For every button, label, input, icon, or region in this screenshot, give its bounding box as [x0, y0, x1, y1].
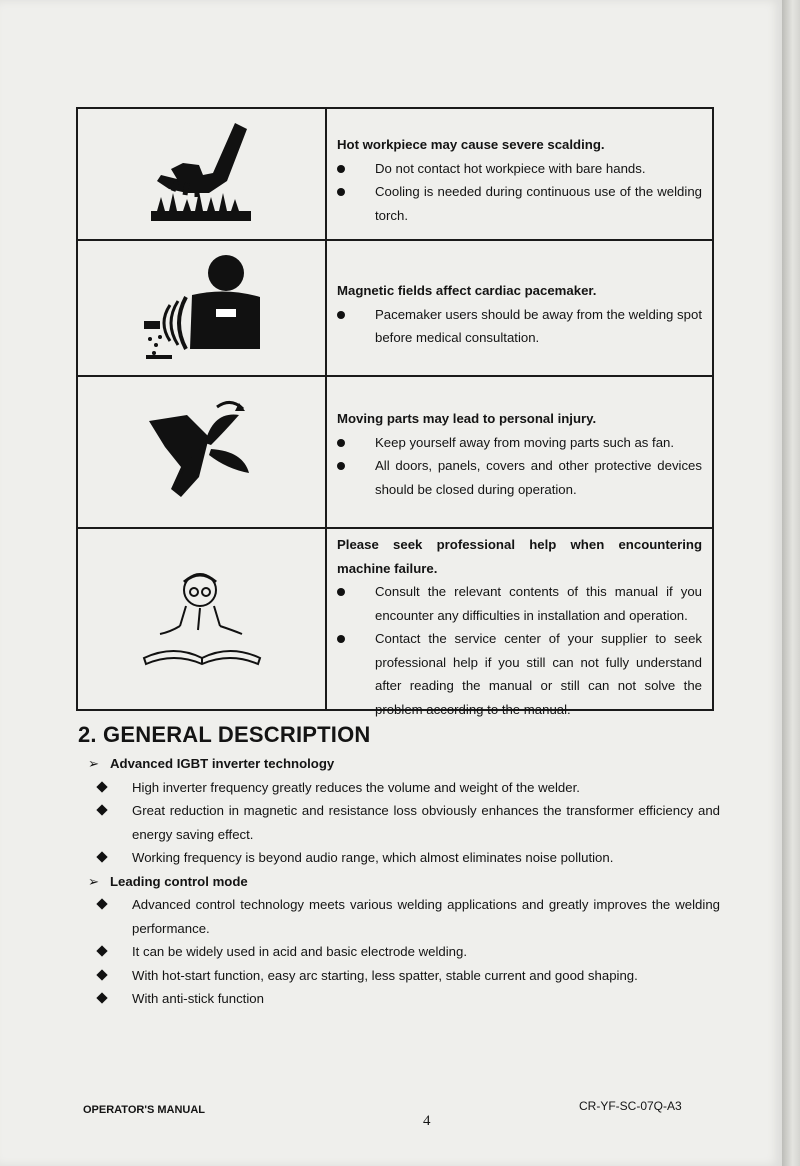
warning-row	[78, 241, 712, 377]
footer-doc-code: CR-YF-SC-07Q-A3	[579, 1099, 682, 1113]
diamond-bullet-icon	[96, 781, 107, 792]
description-group	[88, 752, 720, 1011]
warning-text-cell	[337, 529, 702, 717]
warning-title: Please seek professional help when encountering machine failure.	[337, 537, 702, 576]
diamond-bullet-icon	[96, 898, 107, 909]
arrow-bullet-icon: ➢	[88, 756, 100, 771]
diamond-bullet-icon	[96, 945, 107, 956]
description-item: With hot-start function, easy arc starting, less spatter, stable current and good shaping.	[88, 964, 720, 988]
moving-fan-hand-icon	[147, 397, 257, 507]
reading-manual-person-icon	[140, 564, 264, 674]
warning-bullet: Consult the relevant contents of this manual if you encounter any difficulties in installation and operation.	[337, 580, 702, 627]
warning-text-cell	[337, 241, 702, 375]
diamond-bullet-icon	[96, 804, 107, 815]
warning-icon-cell	[78, 377, 327, 527]
warning-bullet: All doors, panels, covers and other protective devices should be closed during operation.	[337, 454, 702, 501]
warning-title: Moving parts may lead to personal injury.	[337, 411, 597, 426]
page-edge	[782, 0, 800, 1166]
warning-row	[78, 109, 712, 241]
warning-bullet: Do not contact hot workpiece with bare hands.	[337, 157, 702, 181]
warning-row	[78, 529, 712, 717]
diamond-bullet-icon	[96, 969, 107, 980]
safety-warning-table	[76, 107, 714, 717]
footer-manual-label: OPERATOR'S MANUAL	[83, 1104, 205, 1116]
warning-bullet: Cooling is needed during continuous use of the welding torch.	[337, 180, 702, 227]
warning-text-cell	[337, 109, 702, 239]
warning-row	[78, 377, 712, 529]
description-item: It can be widely used in acid and basic electrode welding.	[88, 940, 720, 964]
warning-bullet: Keep yourself away from moving parts such as fan.	[337, 431, 702, 455]
description-item: Advanced control technology meets various welding applications and greatly improves the welding performance.	[88, 893, 720, 940]
description-item: With anti-stick function	[88, 987, 720, 1011]
warning-text-cell	[337, 377, 702, 527]
description-item: Great reduction in magnetic and resistance loss obviously enhances the transformer efficiency and energy saving effect.	[88, 799, 720, 846]
hot-workpiece-hand-icon	[147, 119, 257, 229]
warning-bullet: Contact the service center of your supplier to seek professional help if you still can not fully understand after reading the manual or still can not solve the problem according to the manual.	[337, 627, 702, 721]
diamond-bullet-icon	[96, 851, 107, 862]
description-item: High inverter frequency greatly reduces the volume and weight of the welder.	[88, 776, 720, 800]
warning-bullet: Pacemaker users should be away from the welding spot before medical consultation.	[337, 303, 702, 350]
page-number: 4	[423, 1113, 431, 1129]
section-heading: 2. GENERAL DESCRIPTION	[78, 722, 371, 747]
diamond-bullet-icon	[96, 992, 107, 1003]
warning-icon-cell	[78, 109, 327, 239]
description-item: Working frequency is beyond audio range, which almost eliminates noise pollution.	[88, 846, 720, 870]
warning-title: Hot workpiece may cause severe scalding.	[337, 137, 605, 152]
description-subheading: ➢ Advanced IGBT inverter technology	[88, 752, 720, 776]
warning-title: Magnetic fields affect cardiac pacemaker.	[337, 283, 597, 298]
description-subheading: ➢ Leading control mode	[88, 870, 720, 894]
pacemaker-person-icon	[142, 253, 262, 363]
warning-icon-cell	[78, 241, 327, 375]
arrow-bullet-icon: ➢	[88, 873, 100, 889]
warning-icon-cell	[78, 529, 327, 709]
